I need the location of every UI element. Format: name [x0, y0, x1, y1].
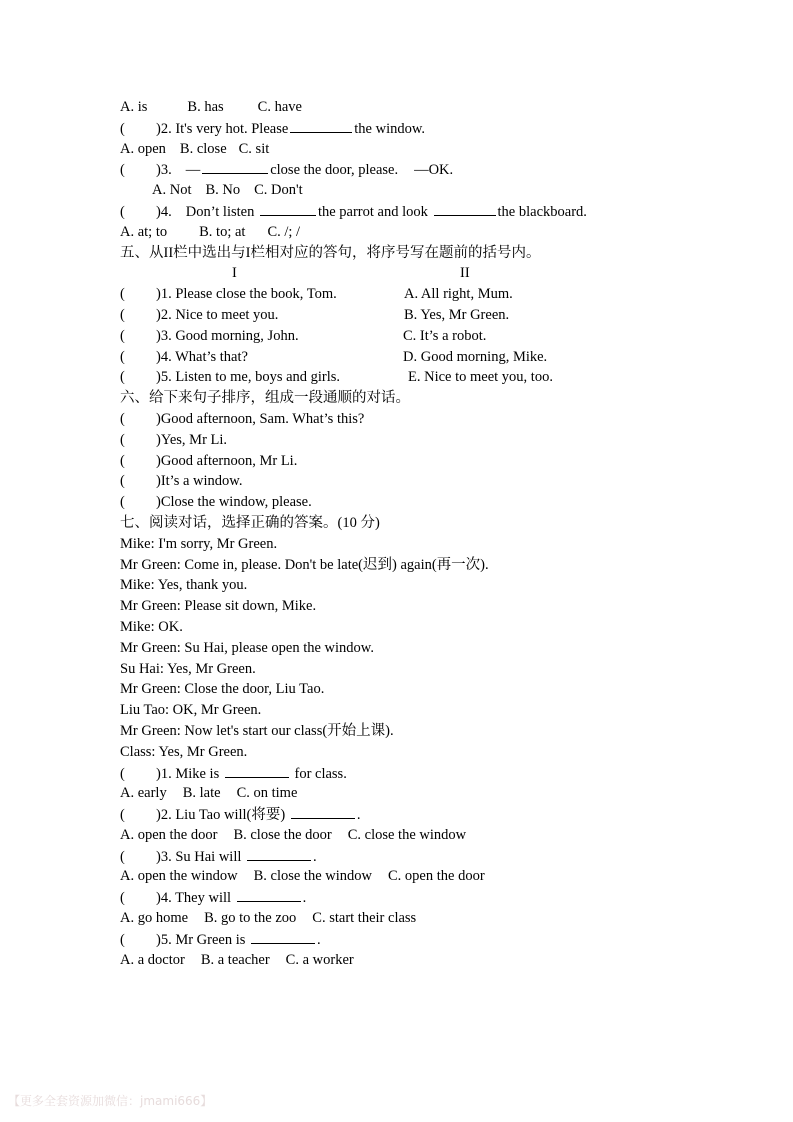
dialog-line: Mike: OK.: [120, 618, 183, 635]
answer-blank[interactable]: [434, 201, 496, 216]
reading-q4-options: A. go home B. go to the zoo C. start their class: [120, 910, 417, 927]
reading-q3: ( )3. Su Hai will .: [120, 846, 760, 867]
answer-blank[interactable]: [247, 846, 311, 861]
match-row: ( )1. Please close the book, Tom. A. All right, Mum.: [120, 286, 513, 303]
order-line: ( )It’s a window.: [120, 473, 243, 490]
match-row: ( )3. Good morning, John. C. It’s a robot.: [120, 327, 487, 344]
answer-blank[interactable]: [251, 929, 315, 944]
column-headers: I II: [232, 265, 470, 282]
match-row: ( )2. Nice to meet you. B. Yes, Mr Green.: [120, 306, 510, 323]
reading-q3-options: A. open the window B. close the window C. open the door: [120, 868, 485, 885]
reading-q2: ( )2. Liu Tao will(将要) .: [120, 804, 760, 825]
option-c: C. have: [257, 99, 302, 115]
q2-question: ( )2. It's very hot. Please the window.: [120, 118, 760, 139]
match-row: ( )5. Listen to me, boys and girls. E. Nice to meet you, too.: [120, 369, 553, 386]
q4-question: ( )4. Don’t listen the parrot and look the blackboard.: [120, 201, 760, 222]
dialog-line: Mr Green: Please sit down, Mike.: [120, 598, 317, 615]
worksheet-page: [120, 97, 760, 970]
reading-q5: ( )5. Mr Green is .: [120, 929, 760, 950]
match-row: ( )4. What’s that? D. Good morning, Mike.: [120, 348, 548, 365]
q1-options: [120, 97, 760, 118]
option-a: A. is: [120, 99, 148, 115]
reading-q1: ( )1. Mike is for class.: [120, 763, 760, 784]
dialog-line: Class: Yes, Mr Green.: [120, 743, 248, 760]
q4-options: A. at; to B. to; at C. /; /: [120, 223, 301, 240]
watermark-text: 【更多全套资源加微信：jmami666】: [8, 1094, 213, 1108]
dialog-line: Mike: I'm sorry, Mr Green.: [120, 535, 278, 552]
option-b: B. has: [187, 99, 224, 115]
answer-blank[interactable]: [202, 159, 268, 174]
reading-q2-options: A. open the door B. close the door C. close the window: [120, 826, 467, 843]
dialog-line: Mr Green: Close the door, Liu Tao.: [120, 681, 325, 698]
q3-options: A. Not B. No C. Don't: [152, 182, 303, 199]
reading-q1-options: A. early B. late C. on time: [120, 785, 298, 802]
order-line: ( )Yes, Mr Li.: [120, 431, 228, 448]
dialog-line: Mr Green: Now let's start our class(开始上课).: [120, 722, 394, 739]
section-7-title: 七、阅读对话，选择正确的答案。(10 分): [120, 514, 380, 531]
dialog-line: Liu Tao: OK, Mr Green.: [120, 702, 262, 719]
order-line: ( )Close the window, please.: [120, 494, 312, 511]
reading-q5-options: A. a doctor B. a teacher C. a worker: [120, 951, 354, 968]
dialog-line: Mr Green: Come in, please. Don't be late(迟到) again(再一次).: [120, 556, 489, 573]
section-5-title: 五、从II栏中选出与I栏相对应的答句，将序号写在题前的括号内。: [120, 244, 541, 261]
q3-question: ( )3. — close the door, please. —OK.: [120, 159, 760, 180]
answer-blank[interactable]: [290, 118, 352, 133]
section-6-title: 六、给下来句子排序，组成一段通顺的对话。: [120, 390, 410, 407]
order-line: ( )Good afternoon, Mr Li.: [120, 452, 298, 469]
order-line: ( )Good afternoon, Sam. What’s this?: [120, 410, 365, 427]
dialog-line: Su Hai: Yes, Mr Green.: [120, 660, 256, 677]
answer-blank[interactable]: [225, 763, 289, 778]
answer-blank[interactable]: [260, 201, 316, 216]
reading-q4: ( )4. They will .: [120, 887, 760, 908]
dialog-line: Mike: Yes, thank you.: [120, 577, 248, 594]
dialog-line: Mr Green: Su Hai, please open the window.: [120, 639, 374, 656]
answer-blank[interactable]: [237, 887, 301, 902]
answer-blank[interactable]: [291, 804, 355, 819]
q2-options: A. open B. close C. sit: [120, 140, 270, 157]
